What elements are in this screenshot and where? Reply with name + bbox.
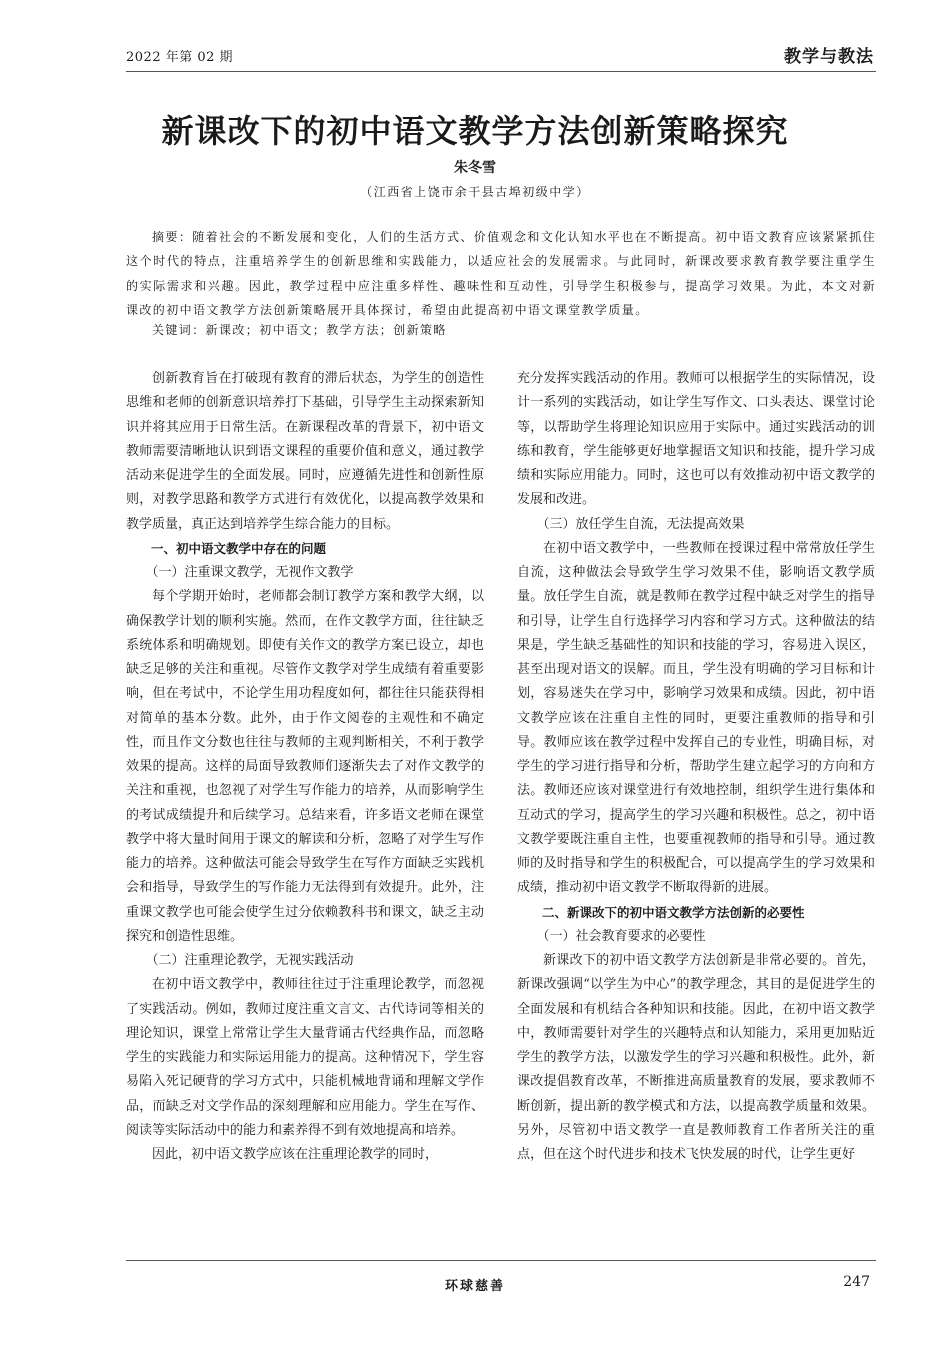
issue-label: 2022 年第 02 期 (126, 50, 234, 65)
subsection-heading: （二）注重理论教学，无视实践活动 (145, 953, 354, 968)
section-heading: 二、新课改下的初中语文教学方法创新的必要性 (542, 904, 805, 920)
paragraph: 新课改下的初中语文教学方法创新是非常必要的。首先，新课改强调“以学生为中心”的教学理念，其目的是促进学生的全面发展和有机结合各种知识和技能。因此，在初中语文教学中，教师需要针对学生的兴趣特点和认知能力，采用更加贴近学生的教学方法，以激发学生的学习兴趣和积极性。此外，新课改提倡教育改革，不断推进高质量教育的发展，要求教师不断创新，提出新的教学模式和方法，以提高教学质量和效果。另外，尽管初中语文教学一直是教师教育工作者所关注的重点，但在这个时代进步和技术飞快发展的时代，让学生更好 (517, 953, 875, 1162)
body-column-right (517, 367, 875, 1167)
paragraph: 因此，初中语文教学应该在注重理论教学的同时， (152, 1147, 439, 1162)
paragraph: 在初中语文教学中，教师往往过于注重理论教学，而忽视了实践活动。例如，教师过度注重文言文、古代诗词等相关的理论知识，课堂上常常让学生大量背诵古代经典作品，而忽略学生的实践能力和实际运用能力的提高。这种情况下，学生容易陷入死记硬背的学习方式中，只能机械地背诵和理解文学作品，而缺乏对文学作品的深刻理解和应用能力。学生在写作、阅读等实际活动中的能力和素养得不到有效地提高和培养。 (126, 977, 484, 1138)
paragraph: 创新教育旨在打破现有教育的滞后状态，为学生的创造性思维和老师的创新意识培养打下基础，引导学生主动探索新知识并将其应用于日常生活。在新课程改革的背景下，初中语文教师需要清晰地认识到语文课程的重要价值和意义，通过教学活动来促进学生的全面发展。同时，应遵循先进性和创新性原则，对教学思路和教学方式进行有效优化，以提高教学效果和教学质量，真正达到培养学生综合能力的目标。 (126, 371, 484, 532)
subsection-heading: （一）社会教育要求的必要性 (536, 928, 706, 944)
keywords: 关键词：新课改；初中语文；教学方法；创新策略 (152, 323, 447, 337)
section-heading: 一、初中语文教学中存在的问题 (151, 540, 327, 556)
subsection-heading: （一）注重课文教学，无视作文教学 (145, 565, 354, 580)
publication-name: 环球慈善 (444, 1279, 505, 1294)
author-affiliation: （江西省上饶市余干县古埠初级中学） (360, 185, 590, 199)
paragraph: 每个学期开始时，老师都会制订教学方案和教学大纲，以确保教学计划的顺利实施。然而，在作文教学方面，往往缺乏系统体系和明确规划。即使有关作文的教学方案已设立，却也缺乏足够的关注和重视。尽管作文教学对学生成绩有着重要影响，但在考试中，不论学生用功程度如何，都往往只能获得相对简单的基本分数。此外，由于作文阅卷的主观性和不确定性，而且作文分数也往往与教师的主观判断相关，不利于教学效果的提高。这样的局面导致教师们逐渐失去了对作文教学的关注和重视，也忽视了对学生写作能力的培养，从而影响学生的考试成绩提升和后续学习。总结来看，许多语文老师在课堂教学中将大量时间用于课文的解读和分析，忽略了对学生写作能力的培养。这种做法可能会导致学生在写作方面缺乏实践机会和指导，导致学生的写作能力无法得到有效提升。此外，注重课文教学也可能会使学生过分依赖教科书和课文，缺乏主动探究和创造性思维。 (126, 589, 484, 944)
page-number: 247 (843, 1274, 870, 1290)
journal-section-label: 教学与教法 (784, 47, 874, 67)
article-title: 新课改下的初中语文教学方法创新策略探究 (161, 112, 789, 150)
paragraph-continued: 充分发挥实践活动的作用。教师可以根据学生的实际情况，设计一系列的实践活动，如让学生写作文、口头表达、课堂讨论等，以帮助学生将理论知识应用于实际中。通过实践活动的训练和教育，学生能够更好地掌握语文知识和技能，提升学习成绩和实际应用能力。同时，这也可以有效推动初中语文教学的发展和改进。 (517, 371, 875, 508)
body-column-left (126, 367, 484, 1167)
header-divider (126, 71, 876, 72)
subsection-heading: （三）放任学生自流，无法提高效果 (536, 516, 745, 532)
paragraph: 在初中语文教学中，一些教师在授课过程中常常放任学生自流，这种做法会导致学生学习效果不佳，影响语文教学质量。放任学生自流，就是教师在教学过程中缺乏对学生的指导和引导，让学生自行选择学习内容和学习方式。这种做法的结果是，学生缺乏基础性的知识和技能的学习，容易进入误区，甚至出现对语文的误解。而且，学生没有明确的学习目标和计划，容易迷失在学习中，影响学习效果和成绩。因此，初中语文教学应该在注重自主性的同时，更要注重教师的指导和引导。教师应该在教学过程中发挥自己的专业性，明确目标，对学生的学习进行指导和分析，帮助学生建立起学习的方向和方法。教师还应该对课堂进行有效地控制，组织学生进行集体和互动式的学习，提高学生的学习兴趣和积极性。总之，初中语文教学要既注重自主性，也要重视教师的指导和引导。通过教师的及时指导和学生的积极配合，可以提高学生的学习效果和成绩，推动初中语文教学不断取得新的进展。 (517, 540, 875, 896)
article-author: 朱冬雪 (454, 160, 496, 176)
abstract: 摘要：随着社会的不断发展和变化，人们的生活方式、价值观念和文化认知水平也在不断提高。初中语文教育应该紧紧抓住这个时代的特点，注重培养学生的创新思维和实践能力，以适应社会的发展需求。与此同时，新课改要求教育教学要注重学生的实际需求和兴趣。因此，教学过程中应注重多样性、趣味性和互动性，引导学生积极参与，提高学习效果。为此，本文对新课改的初中语文教学方法创新策略展开具体探讨，希望由此提高初中语文课堂教学质量。 (126, 230, 876, 318)
footer-divider (126, 1260, 876, 1261)
